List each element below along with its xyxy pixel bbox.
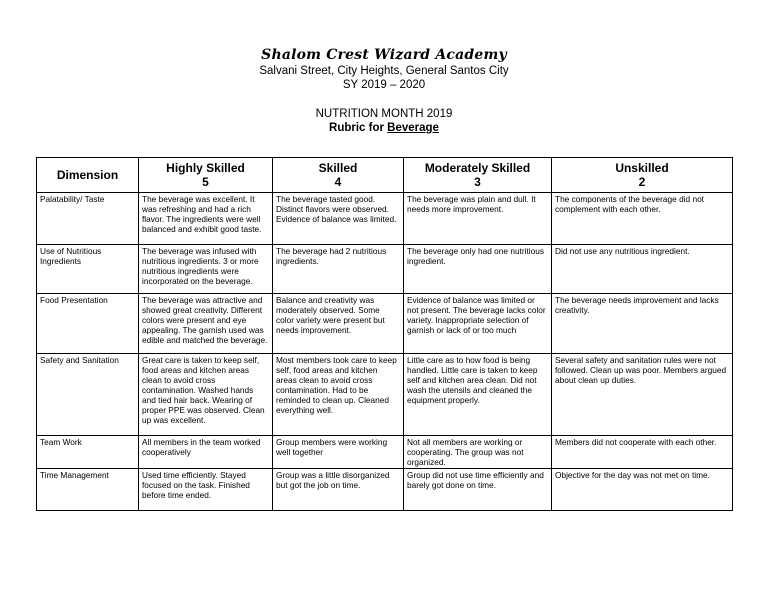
table-row bbox=[37, 354, 733, 436]
criteria-cell: Great care is taken to keep self, food areas and kitchen areas clean to avoid cross contamination. Washed hands and tied hair back. Wearing of proper PPE was observed. Clean up was excellent. bbox=[139, 354, 273, 436]
level-header-skilled: Skilled 4 bbox=[273, 158, 404, 193]
dimension-cell: Food Presentation bbox=[37, 294, 139, 354]
criteria-cell: Members did not cooperate with each other. bbox=[552, 436, 733, 469]
criteria-cell: All members in the team worked cooperatively bbox=[139, 436, 273, 469]
school-year: SY 2019 – 2020 bbox=[342, 79, 426, 91]
rubric-prefix: Rubric for bbox=[329, 122, 388, 134]
criteria-cell: Group members were working well together bbox=[273, 436, 404, 469]
criteria-cell: Group did not use time efficiently and barely got done on time. bbox=[404, 469, 552, 511]
criteria-cell: The beverage needs improvement and lacks creativity. bbox=[552, 294, 733, 354]
level-header-unskilled: Unskilled 2 bbox=[552, 158, 733, 193]
table-row bbox=[37, 193, 733, 245]
level-header-moderately-skilled: Moderately Skilled 3 bbox=[404, 158, 552, 193]
dimension-cell: Time Management bbox=[37, 469, 139, 511]
criteria-cell: Objective for the day was not met on time. bbox=[552, 469, 733, 511]
rubric-subject: Beverage bbox=[387, 122, 439, 134]
criteria-cell: The components of the beverage did not complement with each other. bbox=[552, 193, 733, 245]
table-row bbox=[37, 245, 733, 294]
rubric-table bbox=[36, 157, 733, 511]
dimension-cell: Palatability/ Taste bbox=[37, 193, 139, 245]
school-address: Salvani Street, City Heights, General Santos City bbox=[259, 65, 509, 77]
criteria-cell: Used time efficiently. Stayed focused on the task. Finished before time ended. bbox=[139, 469, 273, 511]
criteria-cell: The beverage was attractive and showed great creativity. Different colors were present and eye appealing. The garnish used was edible and matched the beverage. bbox=[139, 294, 273, 354]
dimension-cell: Team Work bbox=[37, 436, 139, 469]
event-title: NUTRITION MONTH 2019 bbox=[315, 108, 453, 120]
table-row bbox=[37, 436, 733, 469]
dimension-header: Dimension bbox=[37, 158, 139, 193]
table-row bbox=[37, 294, 733, 354]
level-header-highly-skilled: Highly Skilled 5 bbox=[139, 158, 273, 193]
criteria-cell: Little care as to how food is being handled. Little care is taken to keep self and kitchen area clean. Did not wash the utensils and cleaned the equipment properly. bbox=[404, 354, 552, 436]
criteria-cell: The beverage only had one nutritious ingredient. bbox=[404, 245, 552, 294]
criteria-cell: Most members took care to keep self, food areas and kitchen areas clean to avoid cross contamination. Had to be reminded to clean up. Cleaned everything well. bbox=[273, 354, 404, 436]
table-row bbox=[37, 469, 733, 511]
criteria-cell: The beverage was infused with nutritious ingredients. 3 or more nutritious ingredients were incorporated on the beverage. bbox=[139, 245, 273, 294]
school-name: Shalom Crest Wizard Academy bbox=[261, 47, 507, 63]
criteria-cell: Not all members are working or cooperating. The group was not organized. bbox=[404, 436, 552, 469]
criteria-cell: The beverage had 2 nutritious ingredients. bbox=[273, 245, 404, 294]
document-header bbox=[0, 46, 768, 135]
header-row bbox=[37, 158, 733, 193]
criteria-cell: The beverage was excellent. It was refreshing and had a rich flavor. The ingredients were well balanced and exhibit good taste. bbox=[139, 193, 273, 245]
dimension-cell: Safety and Sanitation bbox=[37, 354, 139, 436]
criteria-cell: Balance and creativity was moderately observed. Some color variety were present but needs improvement. bbox=[273, 294, 404, 354]
criteria-cell: Did not use any nutritious ingredient. bbox=[552, 245, 733, 294]
dimension-cell: Use of Nutritious Ingredients bbox=[37, 245, 139, 294]
criteria-cell: The beverage tasted good. Distinct flavors were observed. Evidence of balance was limited. bbox=[273, 193, 404, 245]
criteria-cell: Group was a little disorganized but got the job on time. bbox=[273, 469, 404, 511]
criteria-cell: Several safety and sanitation rules were not followed. Clean up was poor. Members argued about clean up duties. bbox=[552, 354, 733, 436]
criteria-cell: Evidence of balance was limited or not present. The beverage lacks color variety. Inappropriate selection of garnish or lack of or too much bbox=[404, 294, 552, 354]
criteria-cell: The beverage was plain and dull. It needs more improvement. bbox=[404, 193, 552, 245]
rubric-title bbox=[0, 121, 768, 135]
